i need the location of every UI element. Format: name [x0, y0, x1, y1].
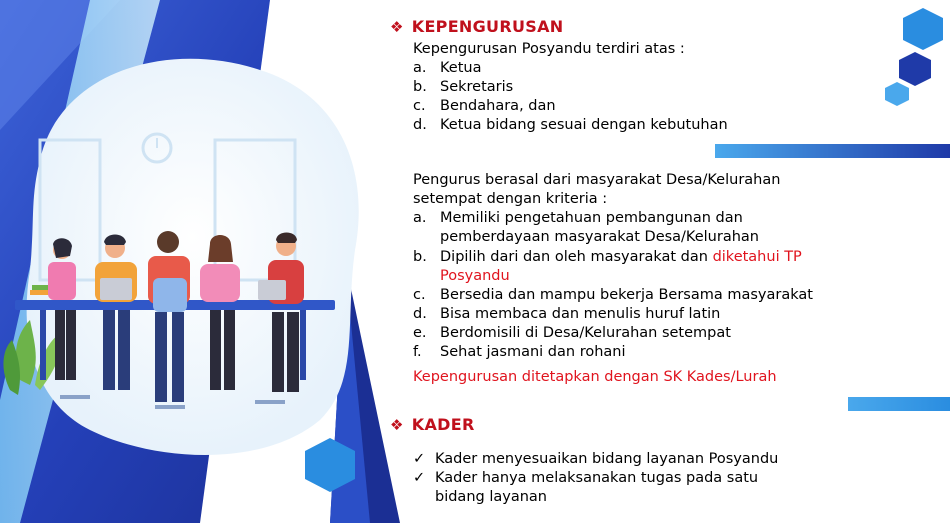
section-heading-kader: ❖ KADER	[390, 415, 475, 434]
kader-item: ✓ Kader menyesuaikan bidang layanan Posyandu	[413, 451, 779, 467]
criteria-item: c. Bersedia dan mampu bekerja Bersama masyarakat	[413, 287, 813, 303]
criteria-item-continued: pemberdayaan masyarakat Desa/Kelurahan	[440, 229, 759, 245]
criteria-item: f. Sehat jasmani dan rohani	[413, 344, 626, 360]
section-heading-kepengurusan: ❖ KEPENGURUSAN	[390, 17, 564, 36]
accent-bar-top	[715, 144, 950, 158]
list-item: c. Bendahara, dan	[413, 98, 556, 114]
kepengurusan-intro: Kepengurusan Posyandu terdiri atas :	[413, 41, 685, 57]
checkmark-icon: ✓	[413, 451, 426, 467]
list-item: d. Ketua bidang sesuai dengan kebutuhan	[413, 117, 728, 133]
accent-bar-bottom	[848, 397, 950, 411]
diamond-bullet-icon: ❖	[390, 416, 404, 434]
criteria-item: a. Memiliki pengetahuan pembangunan dan	[413, 210, 743, 226]
criteria-item: b. Dipilih dari dan oleh masyarakat dan diketahui TP	[413, 249, 802, 265]
criteria-item: d. Bisa membaca dan menulis huruf latin	[413, 306, 721, 322]
sk-note: Kepengurusan ditetapkan dengan SK Kades/Lurah	[413, 369, 777, 385]
diamond-bullet-icon: ❖	[390, 18, 404, 36]
criteria-item: e. Berdomisili di Desa/Kelurahan setempat	[413, 325, 731, 341]
kader-item-continued: bidang layanan	[435, 489, 547, 505]
criteria-intro-continued: setempat dengan kriteria :	[413, 191, 608, 207]
hexagon-decoration-bottom	[300, 435, 360, 495]
kader-item: ✓ Kader hanya melaksanakan tugas pada satu	[413, 470, 759, 486]
list-item: b. Sekretaris	[413, 79, 514, 95]
checkmark-icon: ✓	[413, 470, 426, 486]
hexagon-decoration-top	[875, 0, 950, 120]
list-item: a. Ketua	[413, 60, 482, 76]
criteria-intro: Pengurus berasal dari masyarakat Desa/Kelurahan	[413, 172, 781, 188]
criteria-item-continued: Posyandu	[440, 268, 510, 284]
